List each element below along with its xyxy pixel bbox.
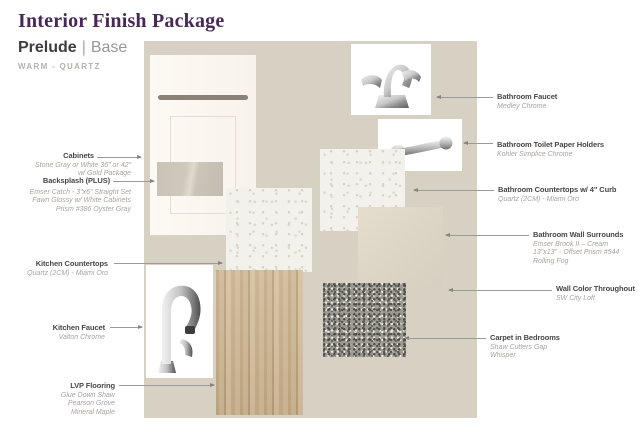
label-carpet-detail: Shaw Cutters Gap — [490, 344, 548, 351]
label-toilet-paper-holders-detail: Kohler Simplice Chrome — [497, 151, 573, 158]
carpet-swatch — [323, 283, 406, 357]
label-backsplash-detail: Fawn Glossy w/ White Cabinets — [32, 197, 131, 205]
kitchen-faucet-icon — [146, 265, 213, 378]
label-wall-surrounds-detail: Rolling Fog — [533, 257, 569, 265]
page-title: Interior Finish Package — [18, 10, 225, 32]
lvp-flooring-swatch — [216, 270, 303, 415]
label-bathroom-countertops-title: Bathroom Countertops w/ 4" Curb — [498, 185, 617, 194]
label-wall-surrounds — [533, 230, 623, 266]
label-carpet-detail: Whisper — [490, 352, 516, 360]
label-cabinets-title: Cabinets — [63, 151, 94, 160]
label-backsplash-detail: Prism #386 Oyster Gray — [55, 205, 131, 213]
leader-kitchen-faucet — [110, 327, 142, 328]
label-lvp-flooring-title: LVP Flooring — [70, 381, 115, 390]
leader-wall-surrounds — [446, 235, 529, 236]
label-wall-surrounds-detail: 13"x13" - Offset Prism #544 — [533, 249, 620, 257]
backsplash-tile-swatch — [157, 162, 223, 196]
label-carpet-title: Carpet in Bedrooms — [490, 333, 560, 342]
label-wall-surrounds-detail: Emser Brook II – Cream — [533, 241, 609, 248]
bathroom-faucet-photo — [351, 44, 431, 115]
label-cabinets — [35, 151, 131, 179]
package-name: Prelude — [18, 39, 77, 56]
package-tier: Base — [90, 39, 128, 56]
label-bathroom-countertops-detail: Quartz (2CM) - Miami Oro — [498, 196, 579, 203]
leader-wall-color — [449, 290, 552, 291]
leader-toilet-paper-holders — [464, 143, 493, 144]
label-cabinets-detail: w/ Gold Package — [78, 170, 131, 178]
label-lvp-flooring — [61, 381, 115, 417]
label-kitchen-countertops-title: Kitchen Countertops — [35, 259, 108, 268]
label-toilet-paper-holders-title: Bathroom Toilet Paper Holders — [497, 140, 604, 149]
label-wall-color-title: Wall Color Throughout — [556, 284, 635, 293]
label-backsplash-detail: Emser Catch - 3"x6" Straight Set — [29, 189, 131, 196]
label-lvp-flooring-detail: Mineral Maple — [71, 408, 115, 416]
kitchen-countertop-swatch — [226, 188, 312, 272]
package-name-line — [18, 39, 127, 57]
label-kitchen-faucet-title: Kitchen Faucet — [52, 323, 105, 332]
label-bathroom-faucet — [497, 92, 557, 111]
label-bathroom-faucet-detail: Medley Chrome — [497, 103, 547, 110]
kitchen-faucet-photo — [146, 265, 213, 378]
label-wall-color — [556, 284, 635, 303]
bathroom-faucet-icon — [351, 44, 431, 115]
label-cabinets-detail: Stone Gray or White 36" or 42" — [34, 162, 131, 169]
label-kitchen-faucet-detail: Valton Chrome — [58, 334, 105, 341]
label-backsplash-title: Backsplash (PLUS) — [42, 176, 110, 185]
cabinet-pull-handle — [158, 95, 248, 100]
leader-bathroom-countertops — [414, 190, 494, 191]
label-lvp-flooring-detail: Pearson Grove — [67, 400, 115, 408]
label-backsplash — [30, 176, 131, 214]
label-lvp-flooring-detail: Glue Down Shaw — [60, 392, 115, 399]
label-bathroom-countertops — [498, 185, 616, 204]
label-bathroom-faucet-title: Bathroom Faucet — [497, 92, 558, 101]
label-carpet — [490, 333, 560, 361]
label-toilet-paper-holders — [497, 140, 604, 159]
label-wall-surrounds-title: Bathroom Wall Surrounds — [533, 230, 624, 239]
leader-lvp-flooring — [119, 385, 214, 386]
label-kitchen-faucet — [53, 323, 105, 342]
leader-bathroom-faucet — [437, 97, 493, 98]
leader-carpet — [405, 338, 486, 339]
palette-subtitle: WARM - QUARTZ — [18, 62, 101, 71]
label-kitchen-countertops — [27, 259, 108, 278]
package-separator: | — [81, 39, 86, 56]
label-wall-color-detail: SW City Loft — [556, 295, 595, 302]
leader-kitchen-countertops — [114, 263, 222, 264]
bathroom-wall-surround-swatch — [358, 207, 443, 288]
label-kitchen-countertops-detail: Quartz (2CM) - Miami Oro — [27, 270, 108, 277]
